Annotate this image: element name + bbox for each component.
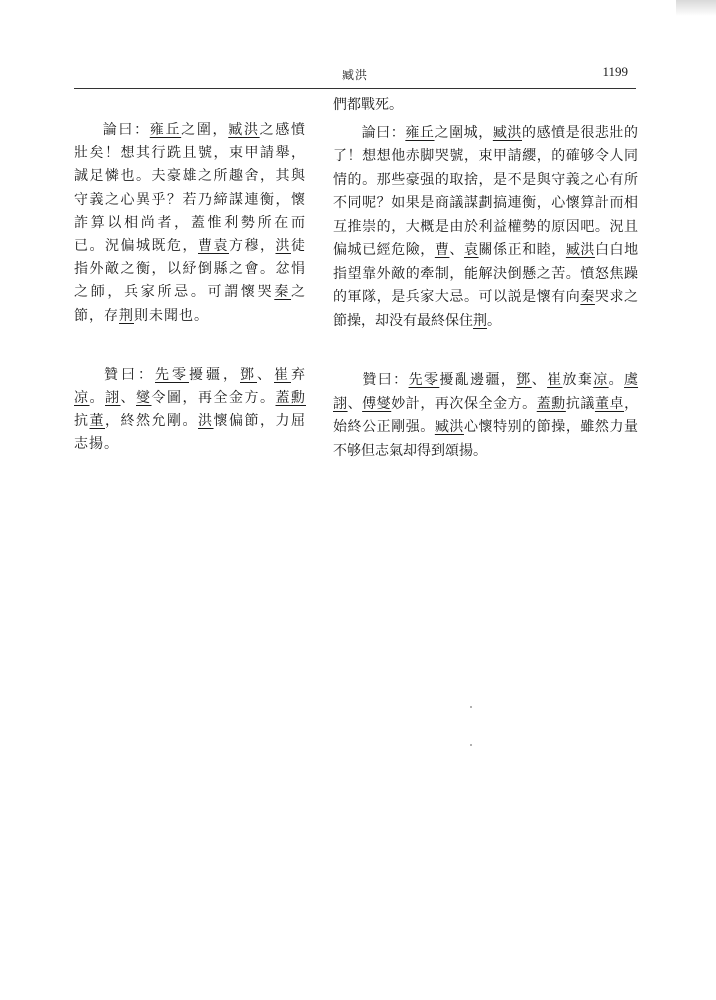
translation-column	[333, 94, 638, 499]
text-segment: 白白地指望靠外敵的牽制，能解決倒懸之苦。憤怒焦躁的軍隊，是兵家大忌。可以説是懷有向	[333, 242, 639, 305]
text-segment: 、	[531, 372, 548, 388]
proper-name-underlined: 臧洪	[565, 242, 595, 258]
text-segment: 擾疆，	[189, 366, 240, 383]
proper-name-underlined: 鄧	[240, 366, 257, 383]
text-segment: 哭求之節操，却没有最終保住	[333, 289, 639, 329]
classical-commentary	[74, 119, 306, 328]
text-segment: 心懷特别的節操，雖然力量不够但志氣却得到頌揚。	[333, 419, 639, 459]
text-segment: 妙計，再次保全金方。	[391, 395, 537, 412]
proper-name-underlined: 董卓	[594, 395, 625, 412]
text-segment: 、	[257, 366, 274, 383]
proper-name-underlined: 雍丘	[149, 122, 182, 138]
text-segment: 放棄	[562, 372, 594, 388]
text-segment: 之圍城，	[434, 124, 493, 141]
running-head	[74, 64, 636, 86]
proper-name-underlined: 洪	[275, 238, 291, 255]
text-segment: 抗議	[565, 395, 595, 412]
header-rule	[74, 88, 636, 89]
proper-name-underlined: 凉	[74, 390, 90, 407]
proper-name-underlined: 袁	[213, 238, 229, 255]
proper-name-underlined: 臧洪	[228, 122, 260, 138]
text-segment: 之節，存	[74, 284, 307, 324]
proper-name-underlined: 先零	[155, 366, 189, 383]
proper-name-underlined: 崔	[274, 366, 291, 383]
proper-name-underlined: 秦	[274, 284, 292, 301]
proper-name-underlined: 鄧	[516, 372, 532, 388]
text-segment: ，終然允剛。	[105, 413, 198, 430]
text-segment: 之圍，	[181, 122, 229, 138]
text-segment: ，始終公正剛强。	[333, 395, 639, 435]
translation-eulogy	[333, 369, 638, 463]
translation-commentary	[333, 122, 638, 334]
text-segment: 弃	[291, 366, 306, 383]
proper-name-underlined: 臧洪	[492, 124, 522, 141]
text-segment: 抗	[74, 413, 90, 430]
text-segment: 。	[487, 312, 501, 329]
text-segment: 方穆，	[229, 238, 276, 255]
text-segment: 論曰：	[102, 122, 150, 138]
proper-name-underlined: 曹	[434, 242, 450, 258]
classical-text-column	[74, 119, 306, 493]
classical-eulogy	[74, 364, 306, 457]
proper-name-underlined: 虞詡	[333, 372, 639, 412]
page-number: 1199	[602, 64, 628, 79]
proper-name-underlined: 傅燮	[362, 395, 392, 412]
proper-name-underlined: 袁	[463, 242, 479, 258]
proper-name-underlined: 董	[89, 413, 105, 430]
proper-name-underlined: 凉	[593, 372, 609, 388]
text-segment: 之感憤壯矣！想其行跣且號，束甲請舉，誠足憐也。夫豪雄之所趣舍，其與守義之心異乎？若乃締謀連衡，懷詐算以相尚者，蓋惟利勢所在而已。況偏城既危，	[74, 122, 307, 255]
proper-name-underlined: 荆	[119, 307, 134, 324]
proper-name-underlined: 蓋勳	[275, 390, 306, 407]
text-segment: 懷偏節，力屈志揚。	[74, 413, 306, 453]
proper-name-underlined: 荆	[473, 312, 487, 329]
text-segment: 們都戰死。	[333, 97, 403, 113]
proper-name-underlined: 燮	[136, 390, 152, 407]
proper-name-underlined: 臧洪	[434, 419, 464, 435]
scan-corner-mark	[676, 0, 716, 16]
scan-speck	[470, 744, 472, 746]
proper-name-underlined: 秦	[580, 289, 595, 305]
text-segment: 、	[449, 242, 464, 258]
proper-name-underlined: 崔	[547, 372, 563, 388]
text-segment: 、	[120, 390, 136, 407]
translation-continuation	[333, 94, 638, 118]
running-title: 臧洪	[341, 68, 368, 82]
proper-name-underlined: 先零	[408, 372, 440, 388]
proper-name-underlined: 雍丘	[405, 124, 435, 141]
text-segment: 。	[89, 390, 105, 407]
scan-speck	[470, 706, 472, 708]
proper-name-underlined: 蓋勳	[536, 395, 566, 412]
text-segment: 贊曰：	[361, 372, 409, 388]
text-segment: 的感憤是很悲壯的了！想想他赤脚哭號，束甲請纓，的確够令人同情的。那些豪强的取捨，是不是與守義之心有所不同呢？如果是商議謀劃搞連衡，心懷算計而相互推崇的，大概是由於利益權勢的原因吧。況且偏城已經危險，	[333, 124, 639, 258]
text-segment: 論曰：	[361, 124, 406, 141]
text-segment: 令圖，再全金方。	[151, 390, 276, 407]
text-segment: 則未聞也。	[134, 307, 209, 324]
text-segment: 。	[608, 372, 625, 388]
text-segment: 關係正和睦，	[478, 242, 566, 258]
text-segment: 擾亂邊疆，	[439, 372, 517, 388]
proper-name-underlined: 曹	[198, 238, 214, 255]
proper-name-underlined: 詡	[105, 390, 121, 407]
proper-name-underlined: 洪	[198, 413, 214, 430]
text-segment: 贊曰：	[102, 366, 155, 383]
text-segment: 、	[347, 395, 363, 412]
text-segment: 徒指外敵之衡，以紓倒縣之會。忿悁之師，兵家所忌。可謂懷哭	[74, 238, 306, 301]
